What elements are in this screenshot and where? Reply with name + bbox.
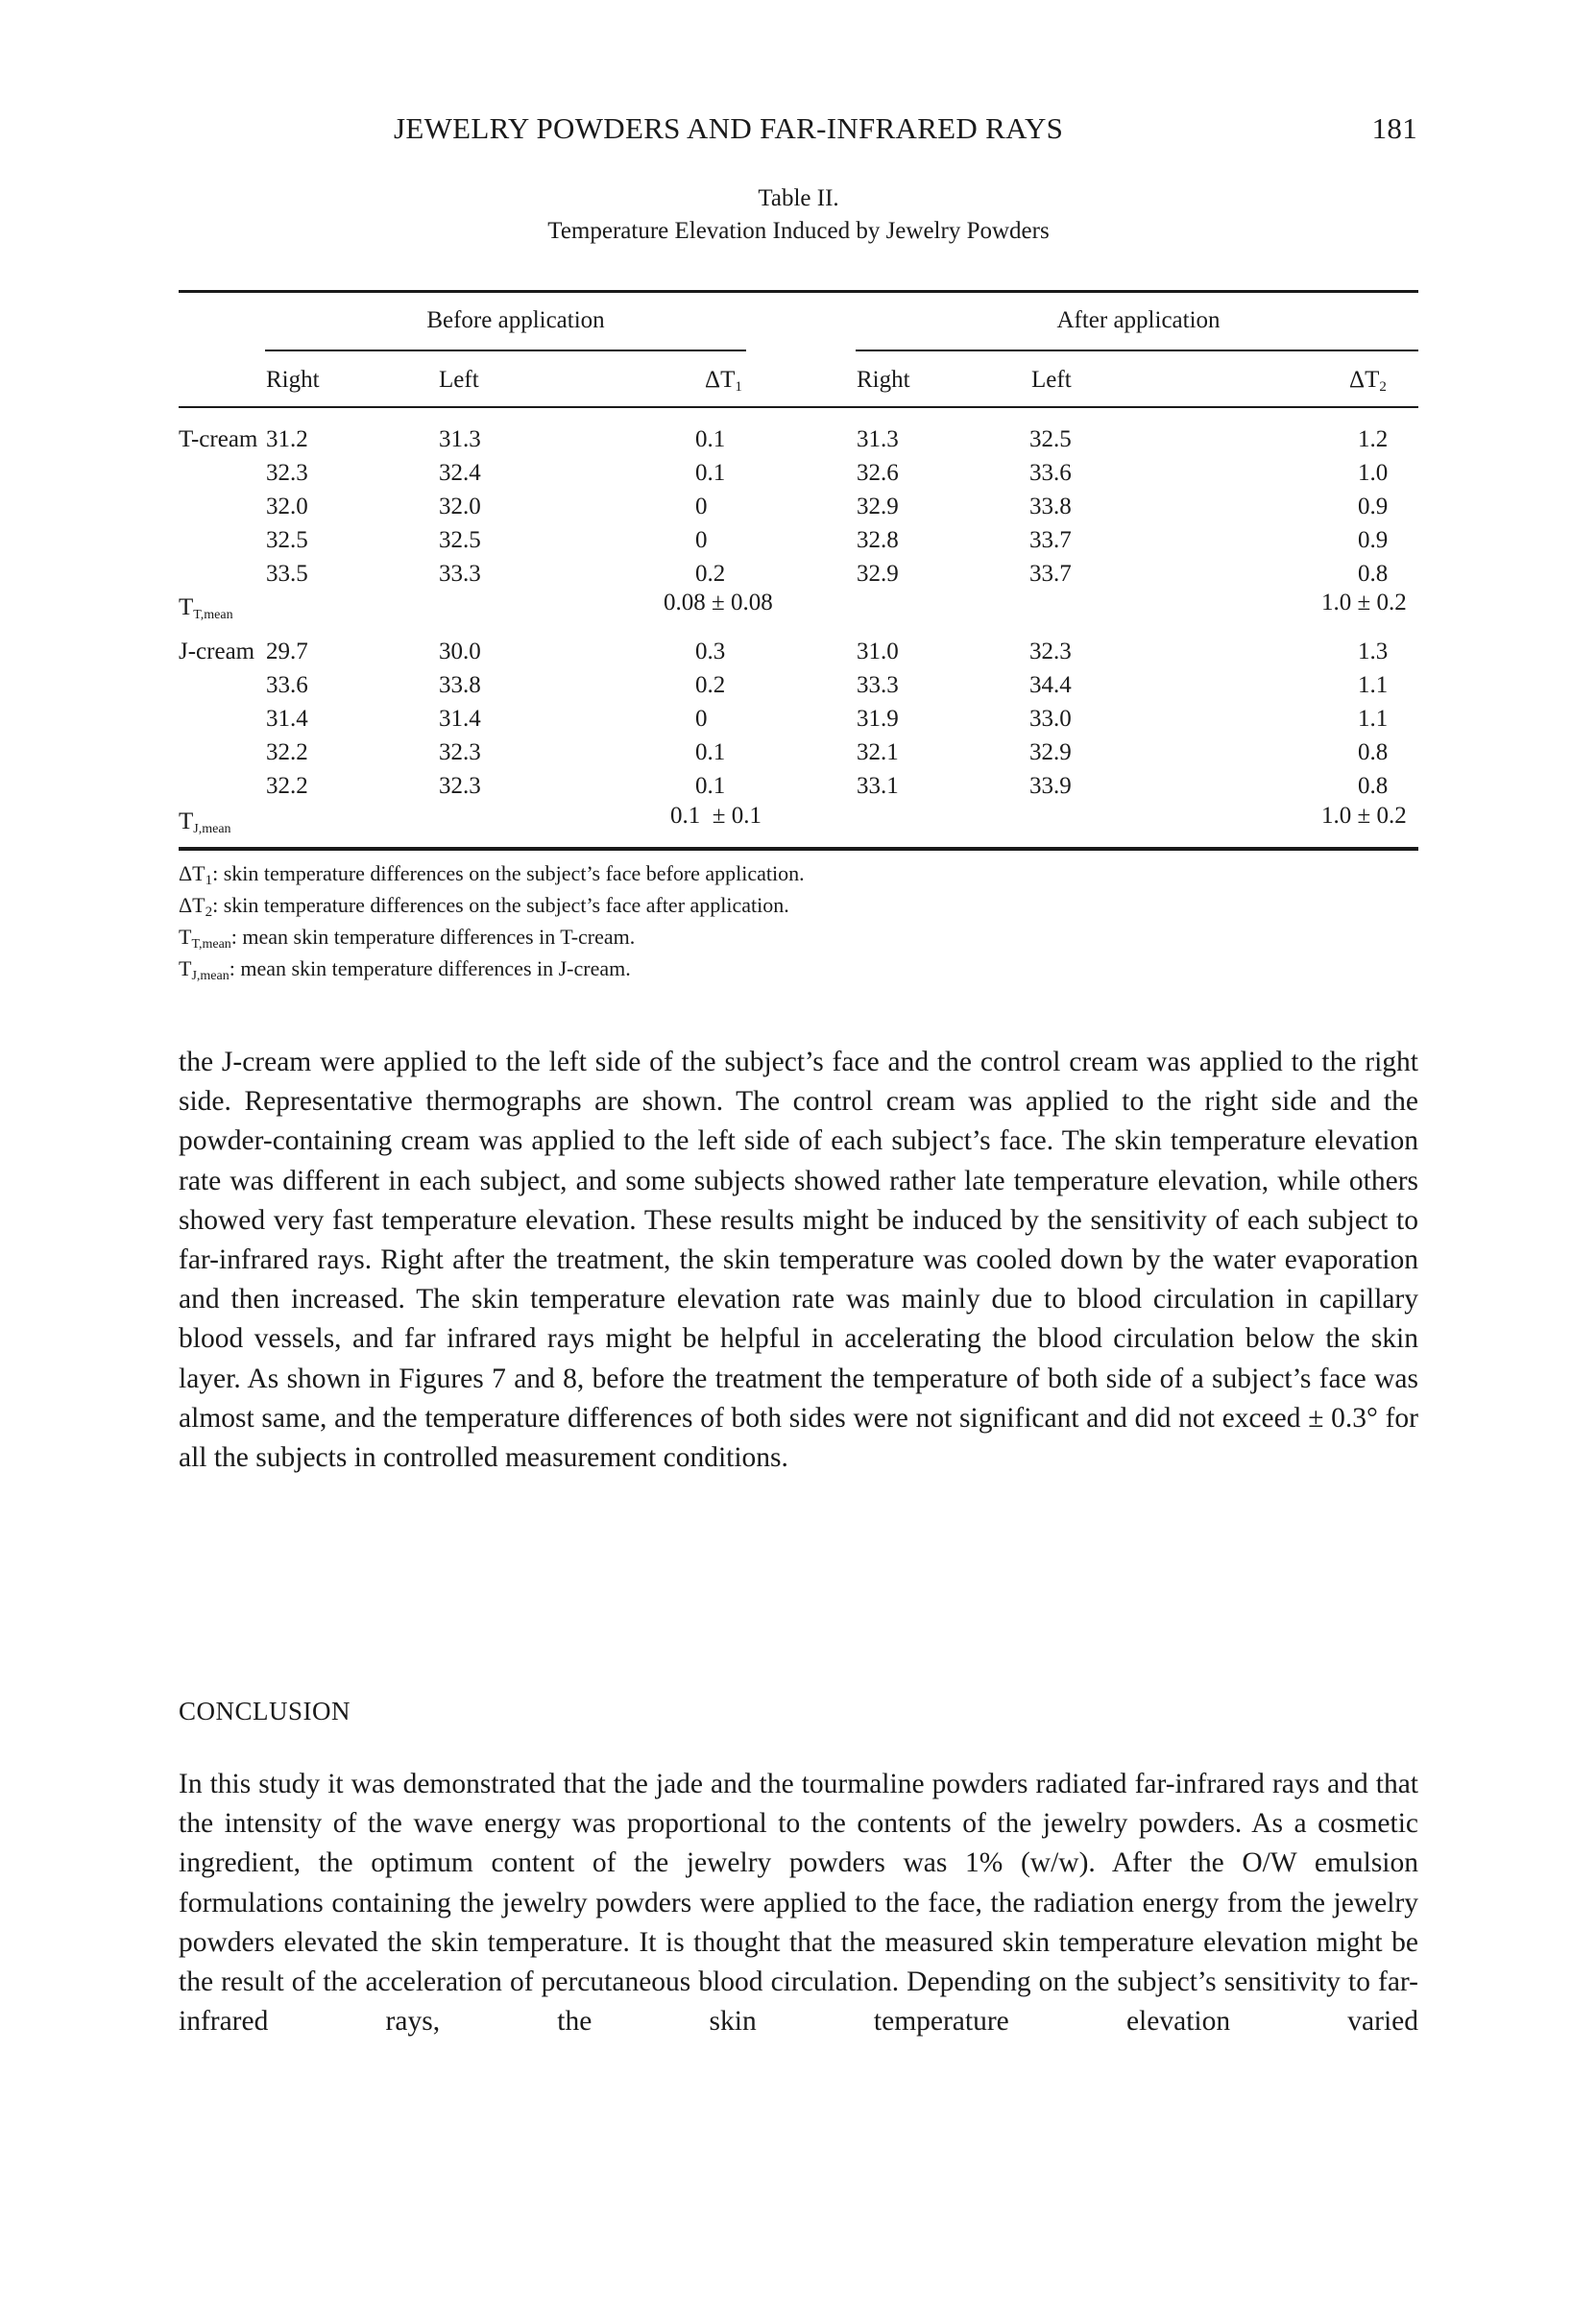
cell-dt1: 0.1 <box>695 773 726 799</box>
cell-right-after: 32.8 <box>857 527 899 553</box>
group-label-t-cream: T-cream <box>179 426 258 452</box>
cell-dt2-mean: 1.0 ± 0.2 <box>1321 590 1407 615</box>
cell-left-after: 33.0 <box>1029 706 1072 732</box>
running-header <box>394 111 1417 146</box>
cell-right-before: 32.0 <box>266 494 308 519</box>
colhead-right-after: Right <box>857 367 910 393</box>
cell-dt2: 0.9 <box>1358 527 1389 553</box>
cell-dt1: 0.1 <box>695 426 726 452</box>
cell-left-after: 33.7 <box>1029 527 1072 553</box>
cell-right-before: 32.2 <box>266 739 308 765</box>
cell-right-after: 32.9 <box>857 494 899 519</box>
row-label-j-mean: $T_{J,mean}$ <box>179 808 231 836</box>
table-title: Temperature Elevation Induced by Jewelry Powders <box>547 218 1050 244</box>
cell-dt1-mean: 0.1 ± 0.1 <box>670 803 762 829</box>
group-label-j-cream: J-cream <box>179 639 255 664</box>
spanner-before-application: Before application <box>426 307 605 333</box>
row-label-t-mean: $T_{T,mean}$ <box>179 594 233 622</box>
cell-left-before: 32.3 <box>439 773 481 799</box>
footnote-t-mean: $T_{T,mean}$: mean skin temperature differences in T-cream. <box>179 925 636 952</box>
cell-dt1: 0 <box>695 706 708 732</box>
footnote-delta-t2: $\Delta T_2$: skin temperature differences on the subject’s face after application. <box>179 893 789 920</box>
cell-left-before: 32.5 <box>439 527 481 553</box>
cell-dt1: 0 <box>695 527 708 553</box>
cell-left-after: 32.5 <box>1029 426 1072 452</box>
cell-right-after: 31.9 <box>857 706 899 732</box>
colhead-left-after: Left <box>1031 367 1072 393</box>
colhead-delta-t1: $\Delta T_1$ <box>705 367 742 395</box>
cell-left-before: 31.3 <box>439 426 481 452</box>
table-bottom-rule <box>179 847 1418 851</box>
cell-dt2: 0.9 <box>1358 494 1389 519</box>
cell-dt1: 0.1 <box>695 739 726 765</box>
cell-dt1: 0.1 <box>695 460 726 486</box>
cell-left-before: 32.0 <box>439 494 481 519</box>
colhead-delta-t2: $\Delta T_2$ <box>1349 367 1387 395</box>
cell-dt2: 1.1 <box>1358 706 1389 732</box>
table-header-rule <box>179 406 1418 408</box>
cell-right-before: 32.5 <box>266 527 308 553</box>
spanner-rule-after <box>856 350 1418 351</box>
cell-right-after: 32.1 <box>857 739 899 765</box>
cell-left-before: 30.0 <box>439 639 481 664</box>
cell-dt2: 0.8 <box>1358 561 1389 587</box>
cell-right-before: 32.3 <box>266 460 308 486</box>
cell-right-before: 29.7 <box>266 639 308 664</box>
body-paragraph-conclusion: In this study it was demonstrated that the jade and the tourmaline powders radiated far-infrared rays and that the intensity of the wave energy was proportional to the contents of the jewelry powders. As a cosmetic ingredient, the optimum content of the jewelry powders was 1% (w/w). After the O/W emulsion formulations containing the jewelry powders were applied to the face, the radiation energy from the jewelry powders elevated the skin temperature. It is thought that the measured skin temperature elevation might be the result of the acceleration of percutaneous blood circulation. Depending on the subject’s sensitivity to far-infrared rays, the skin temperature elevation varied <box>179 1769 1418 2038</box>
cell-left-after: 33.9 <box>1029 773 1072 799</box>
cell-left-after: 33.6 <box>1029 460 1072 486</box>
cell-left-before: 33.3 <box>439 561 481 587</box>
cell-dt2: 0.8 <box>1358 773 1389 799</box>
cell-left-after: 32.9 <box>1029 739 1072 765</box>
cell-dt2: 1.2 <box>1358 426 1389 452</box>
cell-dt1: 0 <box>695 494 708 519</box>
cell-left-before: 32.3 <box>439 739 481 765</box>
cell-dt2: 1.1 <box>1358 672 1389 698</box>
page-number: 181 <box>1371 111 1417 145</box>
cell-right-before: 32.2 <box>266 773 308 799</box>
table-footnotes <box>179 857 1418 984</box>
cell-left-after: 33.8 <box>1029 494 1072 519</box>
footnote-delta-t1: $\Delta T_1$: skin temperature differences on the subject’s face before application. <box>179 861 805 888</box>
spanner-rule-before <box>265 350 746 351</box>
running-title: JEWELRY POWDERS AND FAR-INFRARED RAYS <box>394 111 1064 145</box>
table-top-rule <box>179 290 1418 293</box>
cell-dt2-mean: 1.0 ± 0.2 <box>1321 803 1407 829</box>
cell-dt1: 0.3 <box>695 639 726 664</box>
cell-dt2: 1.3 <box>1358 639 1389 664</box>
section-heading-conclusion: CONCLUSION <box>179 1697 351 1725</box>
footnote-j-mean: $T_{J,mean}$: mean skin temperature differences in J-cream. <box>179 956 631 983</box>
cell-dt1: 0.2 <box>695 672 726 698</box>
cell-right-before: 31.4 <box>266 706 308 732</box>
cell-dt1: 0.2 <box>695 561 726 587</box>
spanner-after-application: After application <box>1056 307 1221 333</box>
cell-left-after: 32.3 <box>1029 639 1072 664</box>
cell-left-before: 32.4 <box>439 460 481 486</box>
cell-right-before: 31.2 <box>266 426 308 452</box>
cell-right-after: 32.9 <box>857 561 899 587</box>
cell-left-before: 31.4 <box>439 706 481 732</box>
cell-right-before: 33.6 <box>266 672 308 698</box>
cell-dt2: 1.0 <box>1358 460 1389 486</box>
cell-right-after: 33.1 <box>857 773 899 799</box>
cell-right-after: 31.0 <box>857 639 899 664</box>
colhead-left-before: Left <box>439 367 479 393</box>
cell-dt2: 0.8 <box>1358 739 1389 765</box>
cell-left-after: 34.4 <box>1029 672 1072 698</box>
cell-right-after: 31.3 <box>857 426 899 452</box>
table-label: Table II. <box>758 185 839 211</box>
cell-left-before: 33.8 <box>439 672 481 698</box>
cell-right-after: 32.6 <box>857 460 899 486</box>
colhead-right-before: Right <box>266 367 320 393</box>
cell-dt1-mean: 0.08 ± 0.08 <box>664 590 773 615</box>
cell-right-after: 33.3 <box>857 672 899 698</box>
cell-right-before: 33.5 <box>266 561 308 587</box>
body-paragraph-results: the J-cream were applied to the left side of the subject’s face and the control cream was applied to the right side. Representative thermographs are shown. The control cream was applied to the right side and the powder-containing cream was applied to the left side of each subject’s face. The skin temperature elevation rate was different in each subject, and some subjects showed rather late temperature elevation, while others showed very fast temperature elevation. These results might be induced by the sensitivity of each subject to far-infrared rays. Right after the treatment, the skin temperature was cooled down by the water evaporation and then increased. The skin temperature elevation rate was mainly due to blood circulation in capillary blood vessels, and far infrared rays might be helpful in accelerating the blood circulation below the skin layer. As shown in Figures 7 and 8, before the treatment the temperature of both side of a subject’s face was almost same, and the temperature differences of both sides were not significant and did not exceed ± 0.3° for all the subjects in controlled measurement conditions. <box>179 1047 1418 1474</box>
cell-left-after: 33.7 <box>1029 561 1072 587</box>
